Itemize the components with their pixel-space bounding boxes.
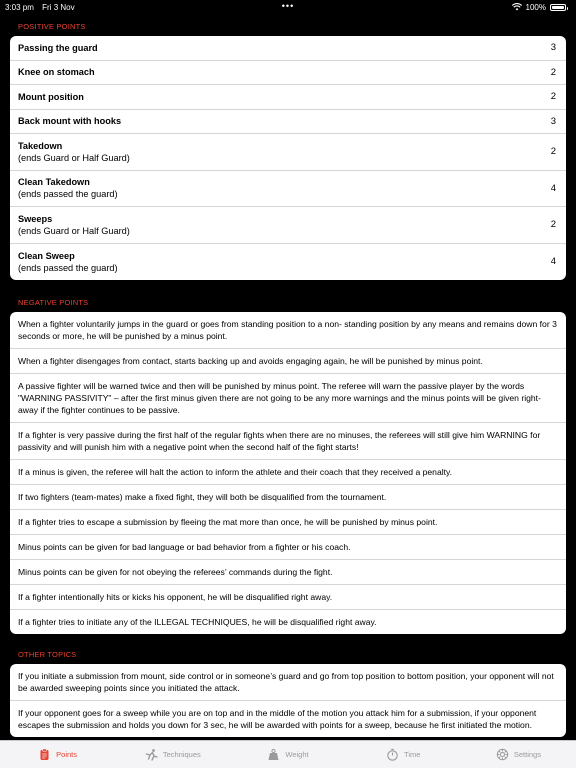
positive-points-row	[10, 134, 566, 171]
points-value: 3	[550, 115, 556, 127]
row-text	[18, 66, 95, 78]
tab-label: Weight	[285, 750, 309, 759]
row-title: Clean Sweep	[18, 250, 75, 261]
row-text	[18, 91, 84, 103]
negative-rule-item: If a fighter intentionally hits or kicks his opponent, he will be disqualified right away.	[10, 585, 566, 610]
tab-label: Techniques	[162, 750, 201, 759]
negative-rule-item: When a fighter voluntarily jumps in the guard or goes from standing position to a non- standing position by any means and remains down for 3 seconds or more, he will be punished by a minus point.	[10, 312, 566, 349]
status-right	[512, 3, 566, 12]
status-date: Fri 3 Nov	[42, 2, 75, 12]
negative-rule-item: If a minus is given, the referee will halt the action to inform the athlete and their coach that they received a penalty.	[10, 460, 566, 485]
negative-rule-item: If a fighter tries to escape a submission by fleeing the mat more than once, he will be punished by minus point.	[10, 510, 566, 535]
weight-icon	[267, 748, 280, 761]
positive-points-row	[10, 61, 566, 86]
row-text	[18, 250, 118, 274]
positive-points-row	[10, 110, 566, 135]
other-topic-item: If your opponent goes for a sweep while you are on top and in the middle of the motion you attack him for a submission, if your opponent escapes the submission and holds you down for 3 sec, he will be awarded with points for a sweep, because he first initiated the motion.	[18, 708, 537, 730]
other-topics-list	[10, 664, 566, 737]
battery-icon	[550, 4, 566, 11]
status-left	[5, 3, 81, 12]
section-header-other: OTHER TOPICS	[18, 650, 77, 659]
gear-icon	[496, 748, 509, 761]
tab-techniques[interactable]	[115, 741, 230, 768]
row-subtitle: (ends passed the guard)	[18, 262, 118, 273]
status-time: 3:03 pm	[5, 2, 34, 12]
row-text	[18, 42, 98, 54]
row-title: Mount position	[18, 91, 84, 102]
tab-label: Settings	[513, 750, 541, 759]
tab-label: Points	[56, 750, 78, 759]
points-scroll-view[interactable]	[0, 14, 576, 740]
battery-percent: 100%	[525, 2, 546, 12]
stopwatch-icon	[386, 748, 399, 761]
row-title: Clean Takedown	[18, 177, 90, 188]
negative-rule-item: Minus points can be given for bad language or bad behavior from a fighter or his coach.	[10, 535, 566, 560]
positive-points-list	[10, 36, 566, 280]
negative-rule-item: When a fighter disengages from contact, starts backing up and avoids engaging again, he will be punished by minus point.	[10, 349, 566, 374]
negative-rule-item: Minus points can be given for not obeying the referees’ commands during the fight.	[10, 560, 566, 585]
tab-label: Time	[404, 750, 421, 759]
negative-rule-item: If two fighters (team-mates) make a fixed fight, they will both be disqualified from the tournament.	[10, 485, 566, 510]
martial-arts-icon	[145, 748, 158, 761]
status-bar	[0, 0, 576, 14]
row-text	[18, 140, 130, 164]
row-text	[18, 213, 130, 237]
other-topic-item: If you initiate a submission from mount, side control or in someone’s guard and go from top position to bottom position, your opponent will not be awarded sweeping points since you initiated the attack.	[10, 664, 566, 701]
points-value: 4	[550, 182, 556, 194]
points-value: 3	[550, 42, 556, 54]
negative-rule-item: A passive fighter will be warned twice and then will be punished by minus point. The referee will warn the passive player by the words "WARNING PASSIVITY" – after the first minus given there are not going to be any more warnings and the minus points will be given right-away if the fighter continues to be passive.	[10, 374, 566, 423]
points-value: 2	[550, 219, 556, 231]
tab-points[interactable]	[0, 741, 115, 768]
tab-settings[interactable]	[461, 741, 576, 768]
row-title: Sweeps	[18, 213, 53, 224]
row-text	[18, 115, 121, 127]
row-title: Passing the guard	[18, 42, 98, 53]
negative-rule-item: If a fighter tries to initiate any of the ILLEGAL TECHNIQUES, he will be disqualified right away.	[18, 617, 377, 627]
multitasking-dots-icon[interactable]: •••	[281, 1, 295, 11]
positive-points-row	[10, 244, 566, 281]
negative-points-list	[10, 312, 566, 634]
tab-time[interactable]	[346, 741, 461, 768]
positive-points-row	[10, 36, 566, 61]
row-subtitle: (ends Guard or Half Guard)	[18, 225, 130, 236]
points-value: 2	[550, 66, 556, 78]
section-header-negative: NEGATIVE POINTS	[18, 298, 89, 307]
clipboard-icon	[38, 748, 51, 761]
points-value: 4	[550, 256, 556, 268]
tab-weight[interactable]	[230, 741, 345, 768]
wifi-icon	[512, 3, 522, 11]
positive-points-row	[10, 171, 566, 208]
tab-bar	[0, 740, 576, 768]
points-value: 2	[550, 146, 556, 158]
positive-points-row	[10, 207, 566, 244]
negative-rule-item: If a fighter is very passive during the first half of the regular fights when there are no minuses, the referees will still give him WARNING for passivity and will punish him with a negative point when the second half of the fight starts!	[10, 423, 566, 460]
row-title: Takedown	[18, 140, 63, 151]
row-subtitle: (ends passed the guard)	[18, 189, 118, 200]
row-subtitle: (ends Guard or Half Guard)	[18, 152, 130, 163]
row-text	[18, 176, 118, 200]
points-value: 2	[550, 91, 556, 103]
positive-points-row	[10, 85, 566, 110]
section-header-positive: POSITIVE POINTS	[18, 22, 86, 31]
row-title: Knee on stomach	[18, 67, 95, 78]
row-title: Back mount with hooks	[18, 116, 122, 127]
